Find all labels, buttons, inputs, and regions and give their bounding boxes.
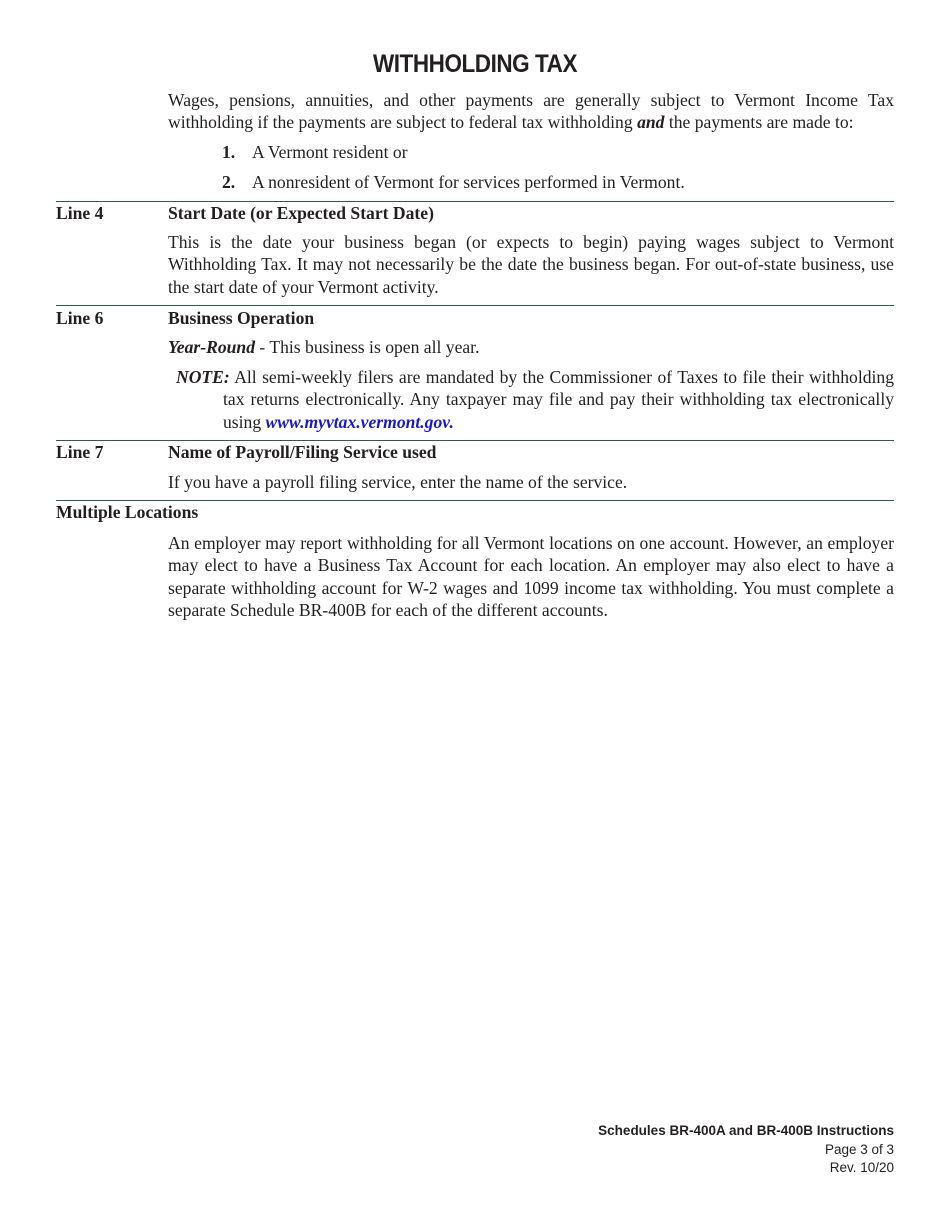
year-round-paragraph [168, 336, 894, 358]
line7-heading: Name of Payroll/Filing Service used [168, 442, 437, 462]
footer-revision: Rev. 10/20 [829, 1160, 894, 1175]
line7-label: Line 7 [56, 442, 104, 462]
page-footer [598, 1122, 894, 1178]
list-number: 2. [222, 172, 236, 192]
year-round-text: - This business is open all year. [255, 337, 480, 357]
footer-title: Schedules BR-400A and BR-400B Instructions [598, 1123, 894, 1138]
line4-label: Line 4 [56, 203, 104, 223]
note-text: All semi-weekly filers are mandated by the Commissioner of Taxes to file their withholding tax returns electronically. Any taxpayer may file and pay their withholding tax electronically using [223, 367, 894, 432]
page-title: WITHHOLDING TAX [372, 50, 578, 78]
year-round-label: Year-Round [168, 337, 256, 357]
line6-heading: Business Operation [168, 308, 315, 328]
line7-body: If you have a payroll filing service, enter the name of the service. [168, 472, 628, 492]
intro-text-before: Wages, pensions, annuities, and other payments are generally subject to Vermont Income Tax withholding if the payments are subject to federal tax withholding [168, 90, 894, 133]
myvtax-link[interactable]: www.myvtax.vermont.gov [265, 411, 450, 432]
intro-text-after: the payments are made to: [664, 112, 854, 133]
section-divider [56, 305, 894, 306]
note-label: NOTE: [176, 367, 230, 387]
list-text: A nonresident of Vermont for services performed in Vermont. [252, 172, 685, 192]
line4-body: This is the date your business began (or expects to begin) paying wages subject to Vermont Withholding Tax. It may not necessarily be the date the business began. For out-of-state business, use the start date of your Vermont activity. [168, 232, 894, 297]
list-text: A Vermont resident or [252, 142, 408, 162]
note-paragraph [176, 366, 894, 433]
note-period: . [449, 411, 454, 432]
intro-paragraph [168, 89, 894, 134]
multiple-locations-body: An employer may report withholding for all Vermont locations on one account. However, an employer may elect to have a Business Tax Account for each location. An employer may also elect to have a separate withholding account for W-2 wages and 1099 income tax withholding. You must complete a separate Schedule BR-400B for each of the different accounts. [168, 533, 894, 620]
line4-heading: Start Date (or Expected Start Date) [168, 203, 434, 223]
footer-page-number: Page 3 of 3 [824, 1141, 894, 1157]
multiple-locations-heading: Multiple Locations [56, 502, 199, 522]
line6-label: Line 6 [56, 308, 104, 328]
intro-emphasis: and [637, 112, 665, 133]
list-number: 1. [222, 142, 236, 162]
